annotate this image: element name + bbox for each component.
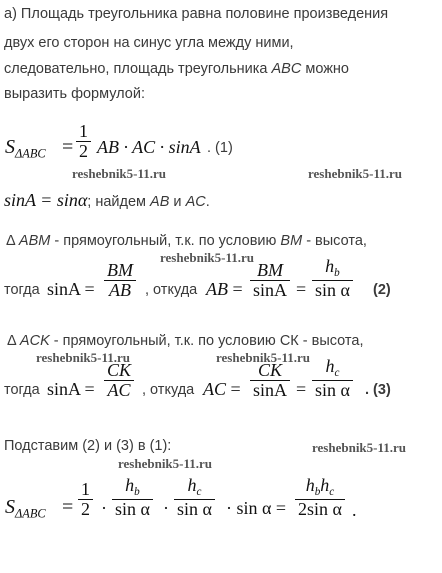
formula3-ac: AC = — [203, 379, 241, 399]
formula2-sina: sinA = — [47, 279, 95, 299]
watermark: reshebnik5-11.ru — [72, 166, 167, 181]
formula4-fraction-hc: $h_c$ sin α — [174, 476, 215, 518]
formula3-sina: sinA = — [47, 379, 95, 399]
formula2-fraction-hb: $h_b$ sin α — [312, 257, 353, 299]
ack-statement: Δ ACK - прямоугольный, т.к. по условию СК - высота, — [7, 333, 364, 349]
formula4-dot2: · — [163, 498, 169, 518]
substitute-text: Подставим (2) и (3) в (1): — [4, 438, 172, 454]
formula4-fraction-result: $h_bh_c$ 2sin α — [295, 476, 345, 518]
watermark: reshebnik5-11.ru — [308, 166, 403, 181]
formula4-s: $S_{\Delta ABC}$ — [5, 496, 46, 521]
intro-line-4: выразить формулой: — [4, 86, 145, 102]
formula4-dot1: · — [101, 498, 107, 518]
watermark: reshebnik5-11.ru — [160, 250, 255, 265]
intro-line-3: следовательно, площадь треугольника ABC можно — [4, 61, 349, 77]
formula2-tag: (2) — [373, 282, 391, 298]
formula3-tag: . (3) — [365, 382, 391, 398]
formula4-fraction-half: 1 2 — [78, 480, 93, 519]
formula1-tag: . (1) — [207, 140, 233, 156]
formula4-fraction-hb: $h_b$ sin α — [112, 476, 153, 518]
formula4-mid: · sin α = — [226, 498, 287, 518]
formula2-ab: AB = — [206, 279, 243, 299]
formula3-then: тогда — [4, 382, 40, 398]
formula3-fraction-hc: $h_c$ sin α — [312, 357, 353, 399]
formula2-fraction-bm-sina: BM sinA — [250, 261, 290, 300]
formula1-rest: AB · AC · sinA — [97, 137, 201, 157]
formula3-fraction-ck-ac: CK AC — [104, 361, 134, 400]
watermark: reshebnik5-11.ru — [36, 350, 131, 365]
watermark: reshebnik5-11.ru — [118, 456, 213, 471]
watermark: reshebnik5-11.ru — [216, 350, 311, 365]
intro-line-1: а) Площадь треугольника равна половине произведения — [4, 6, 389, 22]
sine-equality-line: sinA = sinα; найдем AB и AC. — [4, 190, 210, 210]
formula1-s: $S_{\Delta ABC}$ — [5, 136, 46, 161]
formula3-whence: , откуда — [142, 382, 195, 398]
formula3-fraction-ck-sina: CK sinA — [250, 361, 290, 400]
formula2-whence: , откуда — [145, 282, 198, 298]
abm-statement: Δ ABM - прямоугольный, т.к. по условию BM - высота, — [6, 233, 367, 249]
formula1-fraction: 1 2 — [76, 122, 91, 161]
formula2-eq2: = — [296, 279, 307, 299]
formula2-then: тогда — [4, 282, 40, 298]
intro-line-2: двух его сторон на синус угла между ними, — [4, 35, 294, 51]
formula4-eq: = — [62, 496, 74, 518]
formula3-eq2: = — [296, 379, 307, 399]
formula4-end: . — [352, 500, 357, 520]
formula1-eq: = — [62, 136, 74, 158]
formula2-fraction-bm-ab: BM AB — [104, 261, 136, 300]
watermark: reshebnik5-11.ru — [312, 440, 407, 455]
